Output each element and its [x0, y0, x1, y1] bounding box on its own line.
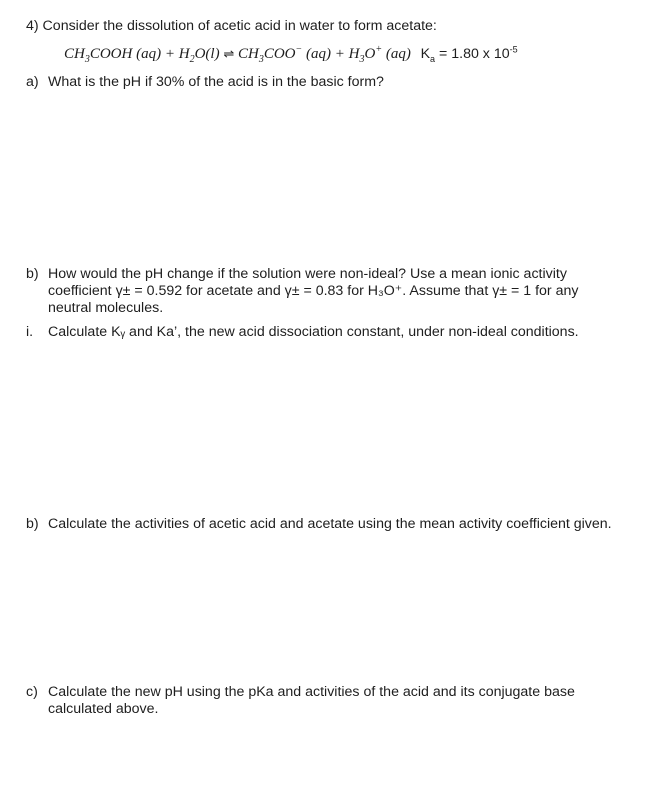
eq-state-aq: (aq): [306, 46, 332, 62]
part-c-line-1: Calculate the new pH using the pKa and activities of the acid and its conjugate base: [48, 684, 575, 700]
eq-water: $H_2O$: [178, 46, 206, 65]
part-c-text: [48, 684, 628, 718]
eq-plus: +: [334, 46, 345, 62]
part-a-marker: a): [26, 74, 39, 90]
eq-state-aq: (aq): [385, 46, 411, 62]
eq-acetate: $CH_3COO^-$: [238, 44, 303, 65]
part-b-marker: b): [26, 266, 39, 282]
part-a-text: What is the pH if 30% of the acid is in the basic form?: [48, 74, 384, 90]
dissociation-equation: [64, 44, 518, 65]
equilibrium-arrow-icon: ⇌: [223, 46, 235, 61]
part-b-line-1: How would the pH change if the solution were non-ideal? Use a mean ionic activity: [48, 266, 567, 282]
ka-value: $K_a = 1.80$ x $10^{-5}$: [420, 44, 518, 64]
part-i-text: Calculate Kᵧ and Ka’, the new acid dissociation constant, under non-ideal conditions.: [48, 324, 579, 340]
eq-hydronium: $H_3O^+$: [348, 44, 383, 65]
part-b2-text: Calculate the activities of acetic acid and acetate using the mean activity coefficient given.: [48, 516, 612, 532]
part-b-text: [48, 266, 628, 317]
question-title: 4) Consider the dissolution of acetic acid in water to form acetate:: [26, 18, 437, 34]
eq-state-aq: (aq): [136, 46, 162, 62]
part-c-marker: c): [26, 684, 38, 700]
part-b-line-3: neutral molecules.: [48, 300, 164, 316]
eq-acetic-acid: $CH_3COOH$: [64, 46, 133, 65]
part-i-marker: i.: [26, 324, 34, 340]
part-b-line-2: coefficient γ± = 0.592 for acetate and γ± = 0.83 for H₃O⁺. Assume that γ± = 1 for any: [48, 283, 579, 299]
eq-state-l: (l): [205, 46, 220, 62]
part-c-line-2: calculated above.: [48, 701, 159, 717]
eq-plus: +: [164, 46, 175, 62]
part-b2-marker: b): [26, 516, 39, 532]
